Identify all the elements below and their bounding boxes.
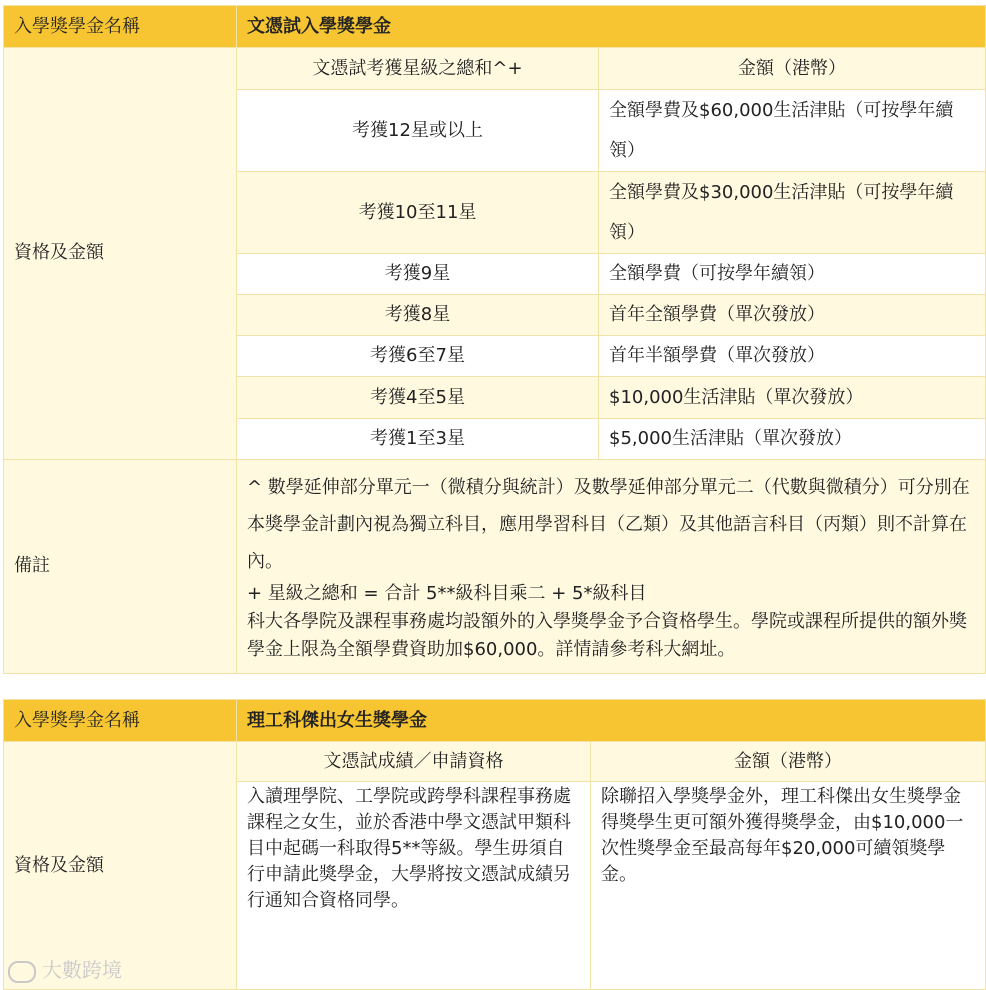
criteria-cell: 考獲6至7星 xyxy=(237,336,599,377)
amount-cell: 全額學費及$60,000生活津貼（可按學年續領） xyxy=(599,90,986,172)
amount-cell: $5,000生活津貼（單次發放） xyxy=(599,418,986,459)
remarks-content xyxy=(237,459,986,673)
brand-logo-icon xyxy=(8,961,36,983)
scholarship-name: 文憑試入學獎學金 xyxy=(237,6,986,48)
column-header-amount: 金額（港幣） xyxy=(599,48,986,90)
criteria-cell: 考獲12星或以上 xyxy=(237,90,599,172)
criteria-cell: 考獲9星 xyxy=(237,254,599,295)
amount-cell: 首年全額學費（單次發放） xyxy=(599,295,986,336)
eligibility-label: 資格及金額 xyxy=(4,48,237,460)
criteria-cell: 入讀理學院、工學院或跨學科課程事務處課程之女生，並於香港中學文憑試甲類科目中起碼一科取得5**等級。學生毋須自行申請此獎學金，大學將按文憑試成績另行通知合資格同學。 xyxy=(237,782,591,990)
eligibility-label: 資格及金額 xyxy=(4,742,237,990)
criteria-cell: 考獲4至5星 xyxy=(237,377,599,418)
column-header-criteria: 文憑試成績／申請資格 xyxy=(237,742,591,782)
criteria-cell: 考獲1至3星 xyxy=(237,418,599,459)
amount-cell: 全額學費（可按學年續領） xyxy=(599,254,986,295)
criteria-cell: 考獲8星 xyxy=(237,295,599,336)
criteria-cell: 考獲10至11星 xyxy=(237,172,599,254)
scholarship-name-label: 入學獎學金名稱 xyxy=(4,6,237,48)
scholarship-name-label: 入學獎學金名稱 xyxy=(4,700,237,742)
remark-note-plus: + 星級之總和 = 合計 5**級科目乘二 + 5*級科目 xyxy=(247,582,647,604)
column-header-amount: 金額（港幣） xyxy=(591,742,986,782)
amount-cell: 全額學費及$30,000生活津貼（可按學年續領） xyxy=(599,172,986,254)
watermark-text: 大數跨境 xyxy=(42,958,122,982)
column-header-criteria: 文憑試考獲星級之總和^+ xyxy=(237,48,599,90)
amount-cell: $10,000生活津貼（單次發放） xyxy=(599,377,986,418)
scholarship-table-2 xyxy=(3,699,986,990)
remarks-label: 備註 xyxy=(4,459,237,673)
remark-note-faculty: 科大各學院及課程事務處均設額外的入學獎學金予合資格學生。學院或課程所提供的額外獎學金上限為全額學費資助加$60,000。詳情請參考科大網址。 xyxy=(247,610,967,660)
amount-cell: 首年半額學費（單次發放） xyxy=(599,336,986,377)
remark-note-caret: ^ 數學延伸部分單元一（微積分與統計）及數學延伸部分單元二（代數與微積分）可分別在本獎學金計劃內視為獨立科目，應用學習科目（乙類）及其他語言科目（丙類）則不計算在內。 xyxy=(247,476,970,572)
scholarship-table-1 xyxy=(3,5,986,674)
scholarship-name: 理工科傑出女生獎學金 xyxy=(237,700,986,742)
amount-cell: 除聯招入學獎學金外，理工科傑出女生獎學金得獎學生更可額外獲得獎學金，由$10,000一次性獎學金至最高每年$20,000可續領獎學金。 xyxy=(591,782,986,990)
table-spacer xyxy=(0,676,986,698)
watermark xyxy=(8,954,122,983)
